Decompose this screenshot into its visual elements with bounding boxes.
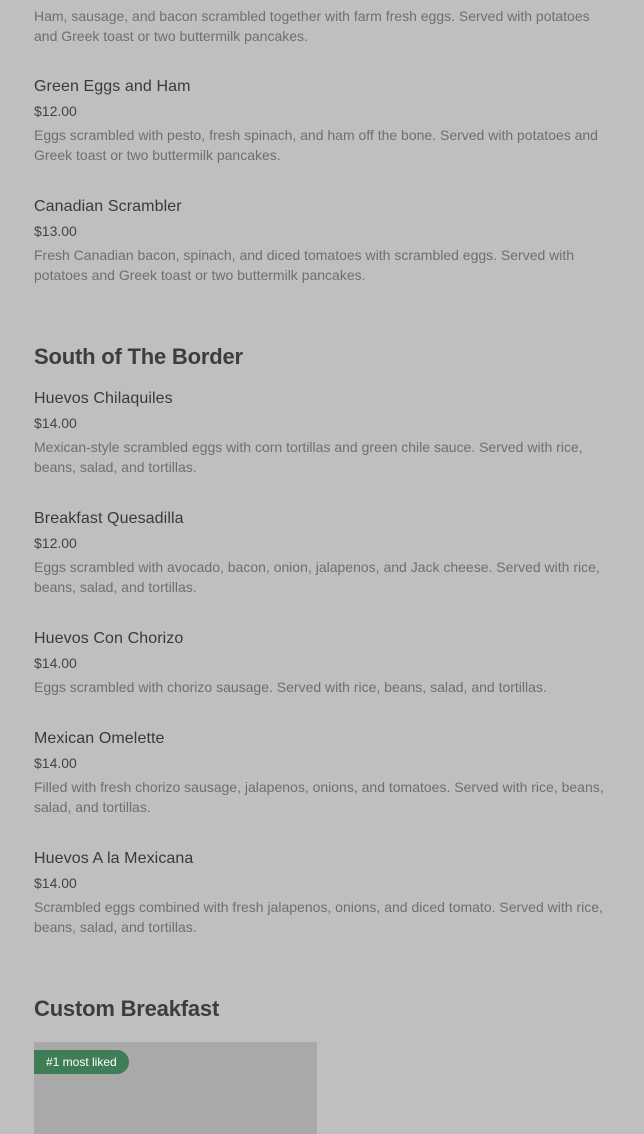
item-name: Huevos Con Chorizo bbox=[34, 630, 184, 647]
menu-item-green-eggs-and-ham[interactable] bbox=[34, 77, 616, 165]
item-price: $14.00 bbox=[34, 415, 77, 431]
item-name: Huevos Chilaquiles bbox=[34, 390, 173, 407]
menu-item-huevos-chilaquiles[interactable] bbox=[34, 389, 616, 477]
menu-item-canadian-scrambler[interactable] bbox=[34, 197, 616, 285]
item-description: Eggs scrambled with chorizo sausage. Served with rice, beans, salad, and tortillas. bbox=[34, 679, 547, 695]
menu-item-huevos-a-la-mexicana[interactable] bbox=[34, 849, 616, 937]
item-description: Eggs scrambled with pesto, fresh spinach, and ham off the bone. Served with potatoes and Greek toast or two buttermilk pancakes. bbox=[34, 127, 598, 163]
item-description: Scrambled eggs combined with fresh jalapenos, onions, and diced tomato. Served with rice, beans, salad, and tortillas. bbox=[34, 899, 603, 935]
item-name: Green Eggs and Ham bbox=[34, 78, 191, 95]
most-liked-badge: #1 most liked bbox=[34, 1050, 129, 1074]
item-price: $14.00 bbox=[34, 875, 77, 891]
item-name: Breakfast Quesadilla bbox=[34, 510, 184, 527]
item-description: Mexican-style scrambled eggs with corn tortillas and green chile sauce. Served with rice, beans, salad, and tortillas. bbox=[34, 439, 583, 475]
item-name: Mexican Omelette bbox=[34, 730, 165, 747]
section-title: South of The Border bbox=[34, 344, 243, 369]
item-price: $13.00 bbox=[34, 223, 77, 239]
item-name: Huevos A la Mexicana bbox=[34, 850, 194, 867]
item-price: $14.00 bbox=[34, 655, 77, 671]
item-description: Fresh Canadian bacon, spinach, and diced tomatoes with scrambled eggs. Served with potatoes and Greek toast or two buttermilk pancakes. bbox=[34, 247, 575, 283]
item-description: Ham, sausage, and bacon scrambled together with farm fresh eggs. Served with potatoes and Greek toast or two buttermilk pancakes. bbox=[34, 8, 590, 44]
menu-item-mexican-omelette[interactable] bbox=[34, 729, 616, 817]
menu-item-breakfast-quesadilla[interactable] bbox=[34, 509, 616, 597]
item-price: $12.00 bbox=[34, 103, 77, 119]
item-price: $12.00 bbox=[34, 535, 77, 551]
item-description: Eggs scrambled with avocado, bacon, onion, jalapenos, and Jack cheese. Served with rice, beans, salad, and tortillas. bbox=[34, 559, 600, 595]
item-name: Canadian Scrambler bbox=[34, 198, 182, 215]
section-title: Custom Breakfast bbox=[34, 996, 220, 1021]
item-price: $14.00 bbox=[34, 755, 77, 771]
menu-item-huevos-con-chorizo[interactable] bbox=[34, 629, 616, 697]
item-description: Filled with fresh chorizo sausage, jalapenos, onions, and tomatoes. Served with rice, beans, salad, and tortillas. bbox=[34, 779, 604, 815]
